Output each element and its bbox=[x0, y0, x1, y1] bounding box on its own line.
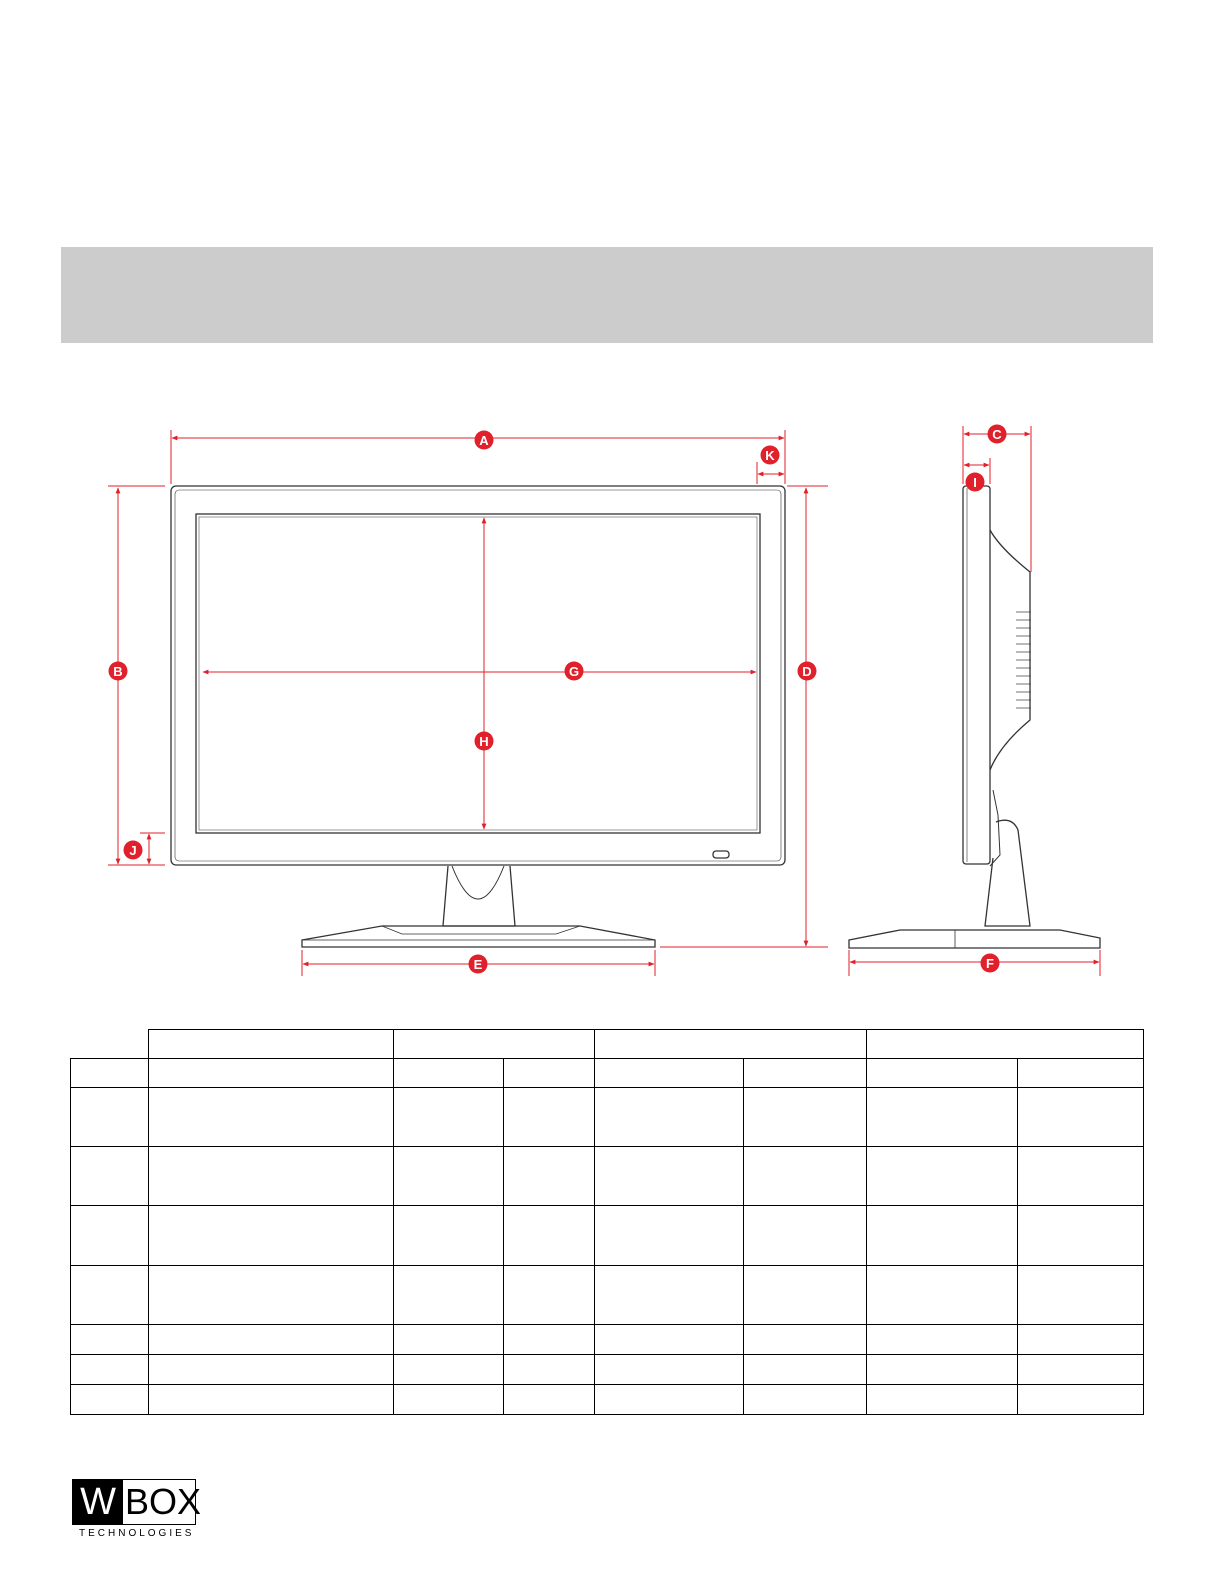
table-cell bbox=[1018, 1265, 1144, 1324]
label-j bbox=[124, 841, 143, 860]
table-cell bbox=[504, 1354, 595, 1384]
front-screen bbox=[196, 514, 760, 833]
front-bezel bbox=[171, 486, 785, 865]
side-back-housing bbox=[990, 530, 1030, 770]
table-row bbox=[71, 1354, 1144, 1384]
label-i bbox=[966, 473, 985, 492]
table-cell bbox=[1018, 1354, 1144, 1384]
label-g bbox=[565, 662, 584, 681]
table-cell bbox=[867, 1324, 1018, 1354]
label-e-text: E bbox=[473, 957, 483, 972]
table-cell bbox=[867, 1030, 1144, 1059]
label-h-text: H bbox=[479, 734, 489, 749]
table-row bbox=[71, 1384, 1144, 1414]
table-cell bbox=[504, 1088, 595, 1147]
label-g-text: G bbox=[568, 664, 580, 679]
side-stand-neck bbox=[985, 820, 1030, 926]
table-cell bbox=[504, 1384, 595, 1414]
table-cell bbox=[867, 1206, 1018, 1265]
logo-word: BOX bbox=[125, 1481, 202, 1522]
table-cell bbox=[71, 1088, 149, 1147]
label-a-text: A bbox=[479, 433, 489, 448]
table-cell bbox=[71, 1147, 149, 1206]
table-row bbox=[71, 1206, 1144, 1265]
table-row bbox=[71, 1265, 1144, 1324]
table-row bbox=[71, 1147, 1144, 1206]
table-cell bbox=[595, 1324, 744, 1354]
label-c bbox=[988, 425, 1007, 444]
table-cell bbox=[867, 1147, 1018, 1206]
table-cell bbox=[595, 1059, 744, 1088]
dimension-labels bbox=[109, 425, 1007, 974]
table-cell bbox=[504, 1206, 595, 1265]
table-cell bbox=[71, 1384, 149, 1414]
table-cell bbox=[595, 1354, 744, 1384]
logo-frame bbox=[72, 1479, 202, 1525]
table-cell bbox=[394, 1030, 595, 1059]
table-cell bbox=[149, 1206, 394, 1265]
table-cell bbox=[149, 1384, 394, 1414]
table-row bbox=[71, 1088, 1144, 1147]
table-cell bbox=[394, 1324, 504, 1354]
table-cell bbox=[394, 1265, 504, 1324]
label-e bbox=[469, 955, 488, 974]
table-cell bbox=[744, 1147, 867, 1206]
label-d-text: D bbox=[802, 664, 812, 679]
label-a bbox=[475, 431, 494, 450]
label-d bbox=[798, 662, 817, 681]
table-cell bbox=[744, 1384, 867, 1414]
table-cell bbox=[744, 1354, 867, 1384]
label-k bbox=[761, 446, 780, 465]
table-cell bbox=[149, 1059, 394, 1088]
table-cell bbox=[71, 1354, 149, 1384]
front-view bbox=[171, 486, 785, 947]
table-header-group-row bbox=[71, 1030, 1144, 1059]
table-cell bbox=[1018, 1206, 1144, 1265]
table-cell bbox=[504, 1147, 595, 1206]
table-cell bbox=[744, 1206, 867, 1265]
table-row bbox=[71, 1324, 1144, 1354]
table-cell bbox=[394, 1354, 504, 1384]
logo-letter: W bbox=[73, 1480, 123, 1524]
table-cell bbox=[149, 1088, 394, 1147]
label-h bbox=[475, 732, 494, 751]
table-cell bbox=[867, 1088, 1018, 1147]
table-cell bbox=[1018, 1384, 1144, 1414]
table-cell bbox=[149, 1265, 394, 1324]
table-cell bbox=[744, 1265, 867, 1324]
table-cell bbox=[394, 1384, 504, 1414]
table-cell bbox=[71, 1265, 149, 1324]
table-cell bbox=[867, 1265, 1018, 1324]
table-cell bbox=[504, 1324, 595, 1354]
table-cell bbox=[149, 1354, 394, 1384]
table-cell bbox=[394, 1088, 504, 1147]
table-cell bbox=[744, 1324, 867, 1354]
table-cell bbox=[394, 1147, 504, 1206]
dimensions-table bbox=[70, 1029, 1144, 1415]
table-cell bbox=[504, 1059, 595, 1088]
table-cell bbox=[867, 1059, 1018, 1088]
table-cell bbox=[595, 1147, 744, 1206]
table-cell bbox=[744, 1059, 867, 1088]
table-cell bbox=[595, 1030, 867, 1059]
front-stand-base bbox=[302, 926, 655, 947]
table-cell bbox=[394, 1206, 504, 1265]
table-cell bbox=[394, 1059, 504, 1088]
table-cell bbox=[1018, 1088, 1144, 1147]
label-f bbox=[981, 954, 1000, 973]
logo-subtitle: TECHNOLOGIES bbox=[79, 1528, 195, 1539]
label-b-text: B bbox=[113, 664, 123, 679]
side-stand-base bbox=[849, 930, 1100, 948]
front-stand-neck bbox=[443, 866, 515, 926]
label-c-text: C bbox=[992, 427, 1002, 442]
table-cell bbox=[867, 1384, 1018, 1414]
table-cell bbox=[595, 1206, 744, 1265]
label-b bbox=[109, 662, 128, 681]
table-cell bbox=[595, 1265, 744, 1324]
label-f-text: F bbox=[986, 956, 994, 971]
table-cell bbox=[744, 1088, 867, 1147]
table-cell bbox=[149, 1147, 394, 1206]
wbox-logo bbox=[72, 1479, 202, 1549]
table-cell bbox=[71, 1324, 149, 1354]
table-cell bbox=[149, 1030, 394, 1059]
table-cell bbox=[595, 1088, 744, 1147]
table-cell bbox=[1018, 1324, 1144, 1354]
label-k-text: K bbox=[765, 448, 775, 463]
label-j-text: J bbox=[129, 843, 137, 858]
table-cell bbox=[149, 1324, 394, 1354]
power-button bbox=[713, 851, 729, 858]
table-header-row bbox=[71, 1059, 1144, 1088]
table-cell bbox=[71, 1206, 149, 1265]
table-cell bbox=[595, 1384, 744, 1414]
table-cell bbox=[867, 1354, 1018, 1384]
table-cell bbox=[71, 1059, 149, 1088]
table-cell bbox=[504, 1265, 595, 1324]
table-cell bbox=[1018, 1147, 1144, 1206]
label-i-text: I bbox=[973, 475, 977, 490]
side-view bbox=[849, 486, 1100, 948]
table-cell bbox=[1018, 1059, 1144, 1088]
